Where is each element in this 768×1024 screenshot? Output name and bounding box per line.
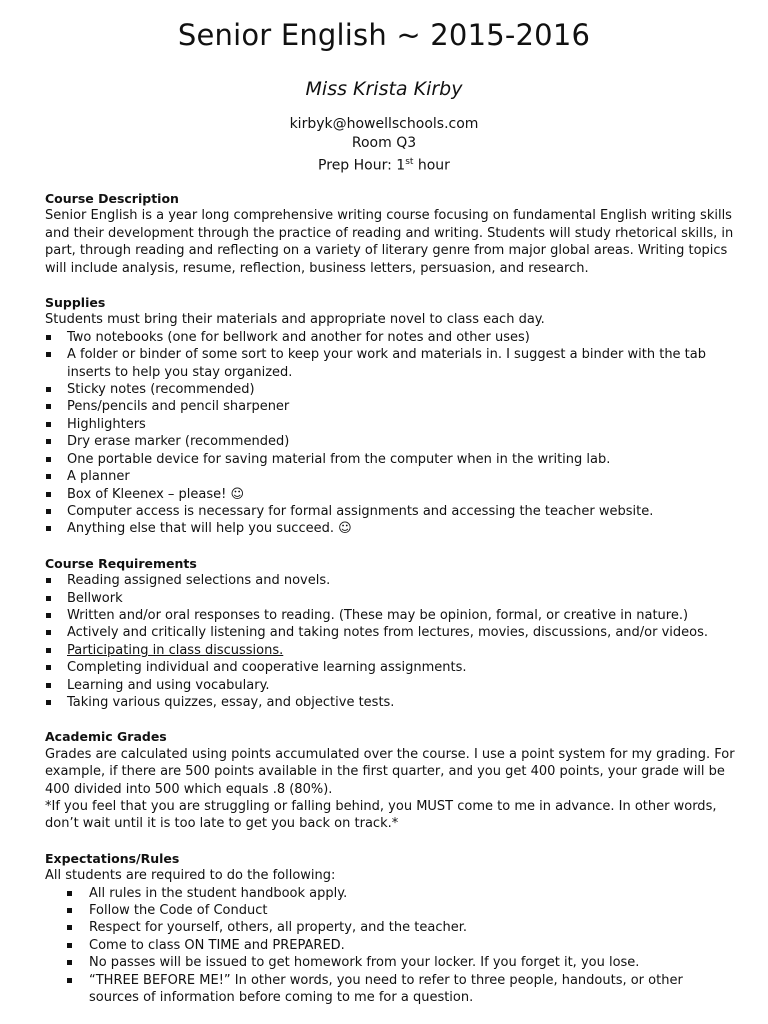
course-requirements-section [45, 555, 735, 712]
section-heading: Course Requirements [45, 555, 197, 571]
list-item: Follow the Code of Conduct [45, 902, 735, 919]
document-title: Senior English ~ 2015-2016 [177, 18, 591, 52]
list-item: Come to class ON TIME and PREPARED. [45, 937, 735, 954]
prep-hour-prefix: Prep Hour: 1 [318, 157, 406, 174]
supplies-list [45, 329, 735, 538]
list-item: One portable device for saving material from the computer when in the writing lab. [45, 451, 735, 468]
course-description-section [45, 190, 735, 277]
supplies-intro: Students must bring their materials and appropriate novel to class each day. [45, 312, 545, 328]
contact-block [0, 115, 768, 176]
prep-hour [0, 153, 768, 176]
expectations-intro: All students are required to do the following: [45, 868, 336, 884]
list-item: Box of Kleenex – please! ☺ [45, 486, 735, 503]
list-item: Pens/pencils and pencil sharpener [45, 398, 735, 415]
list-item: Computer access is necessary for formal assignments and accessing the teacher website. [45, 503, 735, 520]
room-number: Room Q3 [351, 135, 417, 151]
list-item: Taking various quizzes, essay, and objective tests. [45, 694, 735, 711]
list-item: Reading assigned selections and novels. [45, 572, 735, 589]
list-item: Sticky notes (recommended) [45, 381, 735, 398]
list-item: Anything else that will help you succeed. ☺ [45, 520, 735, 537]
list-item: Bellwork [45, 590, 735, 607]
section-heading: Supplies [45, 295, 106, 311]
list-item: Dry erase marker (recommended) [45, 433, 735, 450]
list-item: Actively and critically listening and taking notes from lectures, movies, discussions, and/or videos. [45, 624, 735, 641]
teacher-email: kirbyk@howellschools.com [289, 116, 479, 132]
list-item: Highlighters [45, 416, 735, 433]
expectations-section [45, 850, 735, 1007]
academic-grades-section [45, 728, 735, 832]
list-item: A folder or binder of some sort to keep your work and materials in. I suggest a binder with the tab inserts to help you stay organized. [45, 346, 735, 381]
prep-hour-suffix: hour [413, 157, 450, 174]
academic-grades-text: Grades are calculated using points accumulated over the course. I use a point system for my grading. For example, if there are 500 points available in the first quarter, and you get 400 points, your grade will be 400 divided into 500 which equals .8 (80%). [45, 746, 735, 797]
teacher-name: Miss Krista Kirby [305, 78, 463, 100]
list-item: Respect for yourself, others, all property, and the teacher. [45, 919, 735, 936]
expectations-list [45, 885, 735, 1007]
list-item: No passes will be issued to get homework from your locker. If you forget it, you lose. [45, 954, 735, 971]
list-item: A planner [45, 468, 735, 485]
requirements-list [45, 572, 735, 711]
course-description-text: Senior English is a year long comprehensive writing course focusing on fundamental English writing skills and their development through the practice of reading and writing. Students will study rhetorical skills, in part, through reading and reflecting on a variety of literary genre from major global areas. Writing topics will include analysis, resume, reflection, business letters, persuasion, and research. [45, 208, 734, 276]
list-item: “THREE BEFORE ME!” In other words, you need to refer to three people, handouts, or other sources of information before coming to me for a question. [45, 972, 735, 1007]
list-item: All rules in the student handbook apply. [45, 885, 735, 902]
prep-hour-ordinal: st [405, 157, 414, 167]
list-item: Written and/or oral responses to reading. (These may be opinion, formal, or creative in nature.) [45, 607, 735, 624]
list-item: Participating in class discussions. [45, 642, 735, 659]
section-heading: Course Description [45, 191, 179, 206]
document-body [45, 190, 735, 1023]
list-item: Two notebooks (one for bellwork and another for notes and other uses) [45, 329, 735, 346]
section-heading: Academic Grades [45, 729, 167, 745]
supplies-section [45, 294, 735, 538]
list-item: Learning and using vocabulary. [45, 677, 735, 694]
section-heading: Expectations/Rules [45, 850, 180, 866]
list-item: Completing individual and cooperative learning assignments. [45, 659, 735, 676]
academic-grades-note: *If you feel that you are struggling or falling behind, you MUST come to me in advance. In other words, don’t wait until it is too late to get you back on track.* [45, 799, 717, 832]
